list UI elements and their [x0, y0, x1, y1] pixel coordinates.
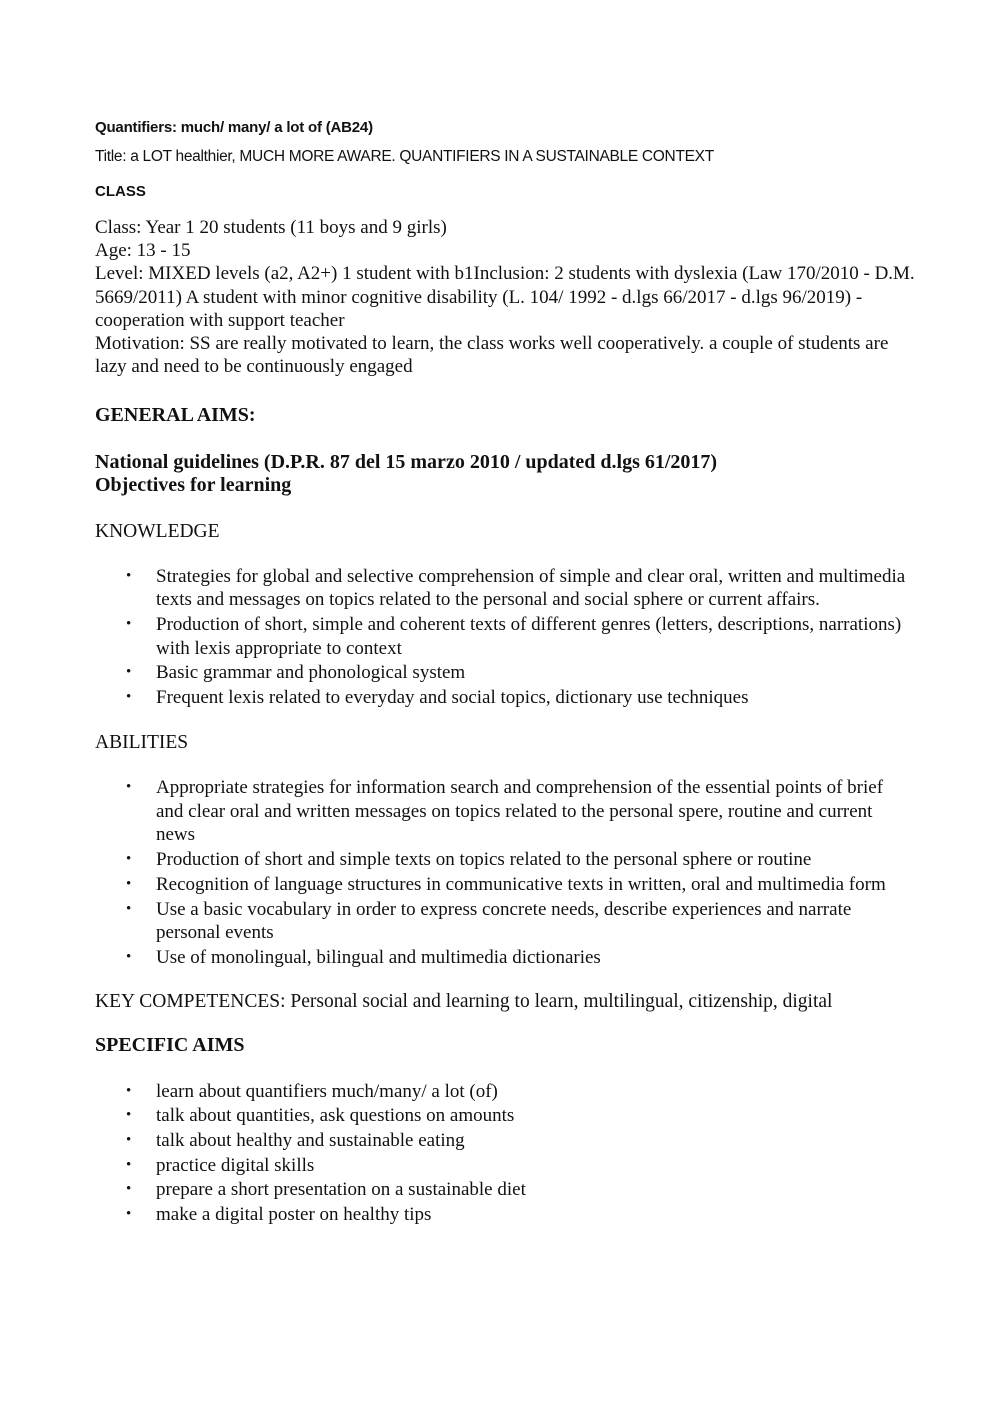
- bullet-icon: •: [126, 688, 132, 705]
- objectives-heading: Objectives for learning: [95, 474, 292, 497]
- list-item: • Strategies for global and selective comprehension of simple and clear oral, written and multimedia texts and messages on topics related to the personal and social sphere or current affairs.: [126, 565, 906, 611]
- list-item: • Appropriate strategies for information search and comprehension of the essential points of brief and clear oral and written messages on topics related to the personal spere, routine and current news: [126, 777, 884, 846]
- bullet-icon: •: [126, 616, 132, 633]
- list-item: • Production of short and simple texts on topics related to the personal sphere or routine: [126, 849, 812, 871]
- list-item: • talk about healthy and sustainable eating: [126, 1130, 465, 1152]
- class-info: [95, 216, 915, 378]
- specific-aims-list: [95, 1080, 915, 1227]
- bullet-icon: •: [126, 1132, 132, 1149]
- age-line: Age: 13 - 15: [95, 240, 191, 262]
- motivation-line: Motivation: SS are really motivated to learn, the class works well cooperatively. a couple of students are lazy and need to be continuously engaged: [95, 333, 889, 378]
- bullet-icon: •: [126, 1107, 132, 1124]
- bullet-icon: •: [126, 1181, 132, 1198]
- lesson-heading: Quantifiers: much/ many/ a lot of (AB24): [95, 119, 373, 136]
- list-item: • Use of monolingual, bilingual and multimedia dictionaries: [126, 946, 601, 968]
- document-content: [95, 119, 915, 1228]
- class-heading: CLASS: [95, 183, 146, 200]
- national-guidelines-block: [95, 451, 915, 498]
- level-line: Level: MIXED levels (a2, A2+) 1 student with b1Inclusion: 2 students with dyslexia (Law 170/2010 - D.M. 5669/2011) A student with minor cognitive disability (L. 104/ 1992 - d.lgs 66/2017 - d.lgs 96/2019) - cooperation with support teacher: [95, 263, 915, 331]
- specific-aims-heading: SPECIFIC AIMS: [95, 1034, 245, 1057]
- list-item: • prepare a short presentation on a sustainable diet: [126, 1179, 526, 1201]
- bullet-icon: •: [126, 1206, 132, 1223]
- knowledge-list: [95, 565, 915, 710]
- bullet-icon: •: [126, 567, 132, 584]
- list-item: • Frequent lexis related to everyday and social topics, dictionary use techniques: [126, 686, 749, 708]
- lesson-title: Title: a LOT healthier, MUCH MORE AWARE. QUANTIFIERS IN A SUSTAINABLE CONTEXT: [95, 148, 714, 165]
- bullet-icon: •: [126, 1156, 132, 1173]
- list-item: • Production of short, simple and coherent texts of different genres (letters, descriptions, narrations) with lexis appropriate to context: [126, 614, 902, 659]
- list-item: • talk about quantities, ask questions on amounts: [126, 1105, 515, 1127]
- bullet-icon: •: [126, 664, 132, 681]
- list-item: • Recognition of language structures in communicative texts in written, oral and multimedia form: [126, 873, 886, 895]
- bullet-icon: •: [126, 851, 132, 868]
- bullet-icon: •: [126, 900, 132, 917]
- list-item: • make a digital poster on healthy tips: [126, 1204, 432, 1226]
- abilities-label: ABILITIES: [95, 732, 189, 754]
- list-item: • Basic grammar and phonological system: [126, 662, 466, 684]
- list-item: • practice digital skills: [126, 1154, 315, 1176]
- abilities-list: [95, 776, 915, 969]
- bullet-icon: •: [126, 1082, 132, 1099]
- key-competences: KEY COMPETENCES: Personal social and learning to learn, multilingual, citizenship, digital: [95, 991, 833, 1013]
- class-line: Class: Year 1 20 students (11 boys and 9 girls): [95, 217, 447, 238]
- bullet-icon: •: [126, 779, 132, 796]
- bullet-icon: •: [126, 875, 132, 892]
- bullet-icon: •: [126, 948, 132, 965]
- general-aims-heading: GENERAL AIMS:: [95, 404, 256, 427]
- list-item: • Use a basic vocabulary in order to express concrete needs, describe experiences and narrate personal events: [126, 898, 852, 944]
- list-item: • learn about quantifiers much/many/ a lot (of): [126, 1080, 498, 1102]
- knowledge-label: KNOWLEDGE: [95, 520, 220, 542]
- national-guidelines: National guidelines (D.P.R. 87 del 15 marzo 2010 / updated d.lgs 61/2017): [95, 450, 718, 473]
